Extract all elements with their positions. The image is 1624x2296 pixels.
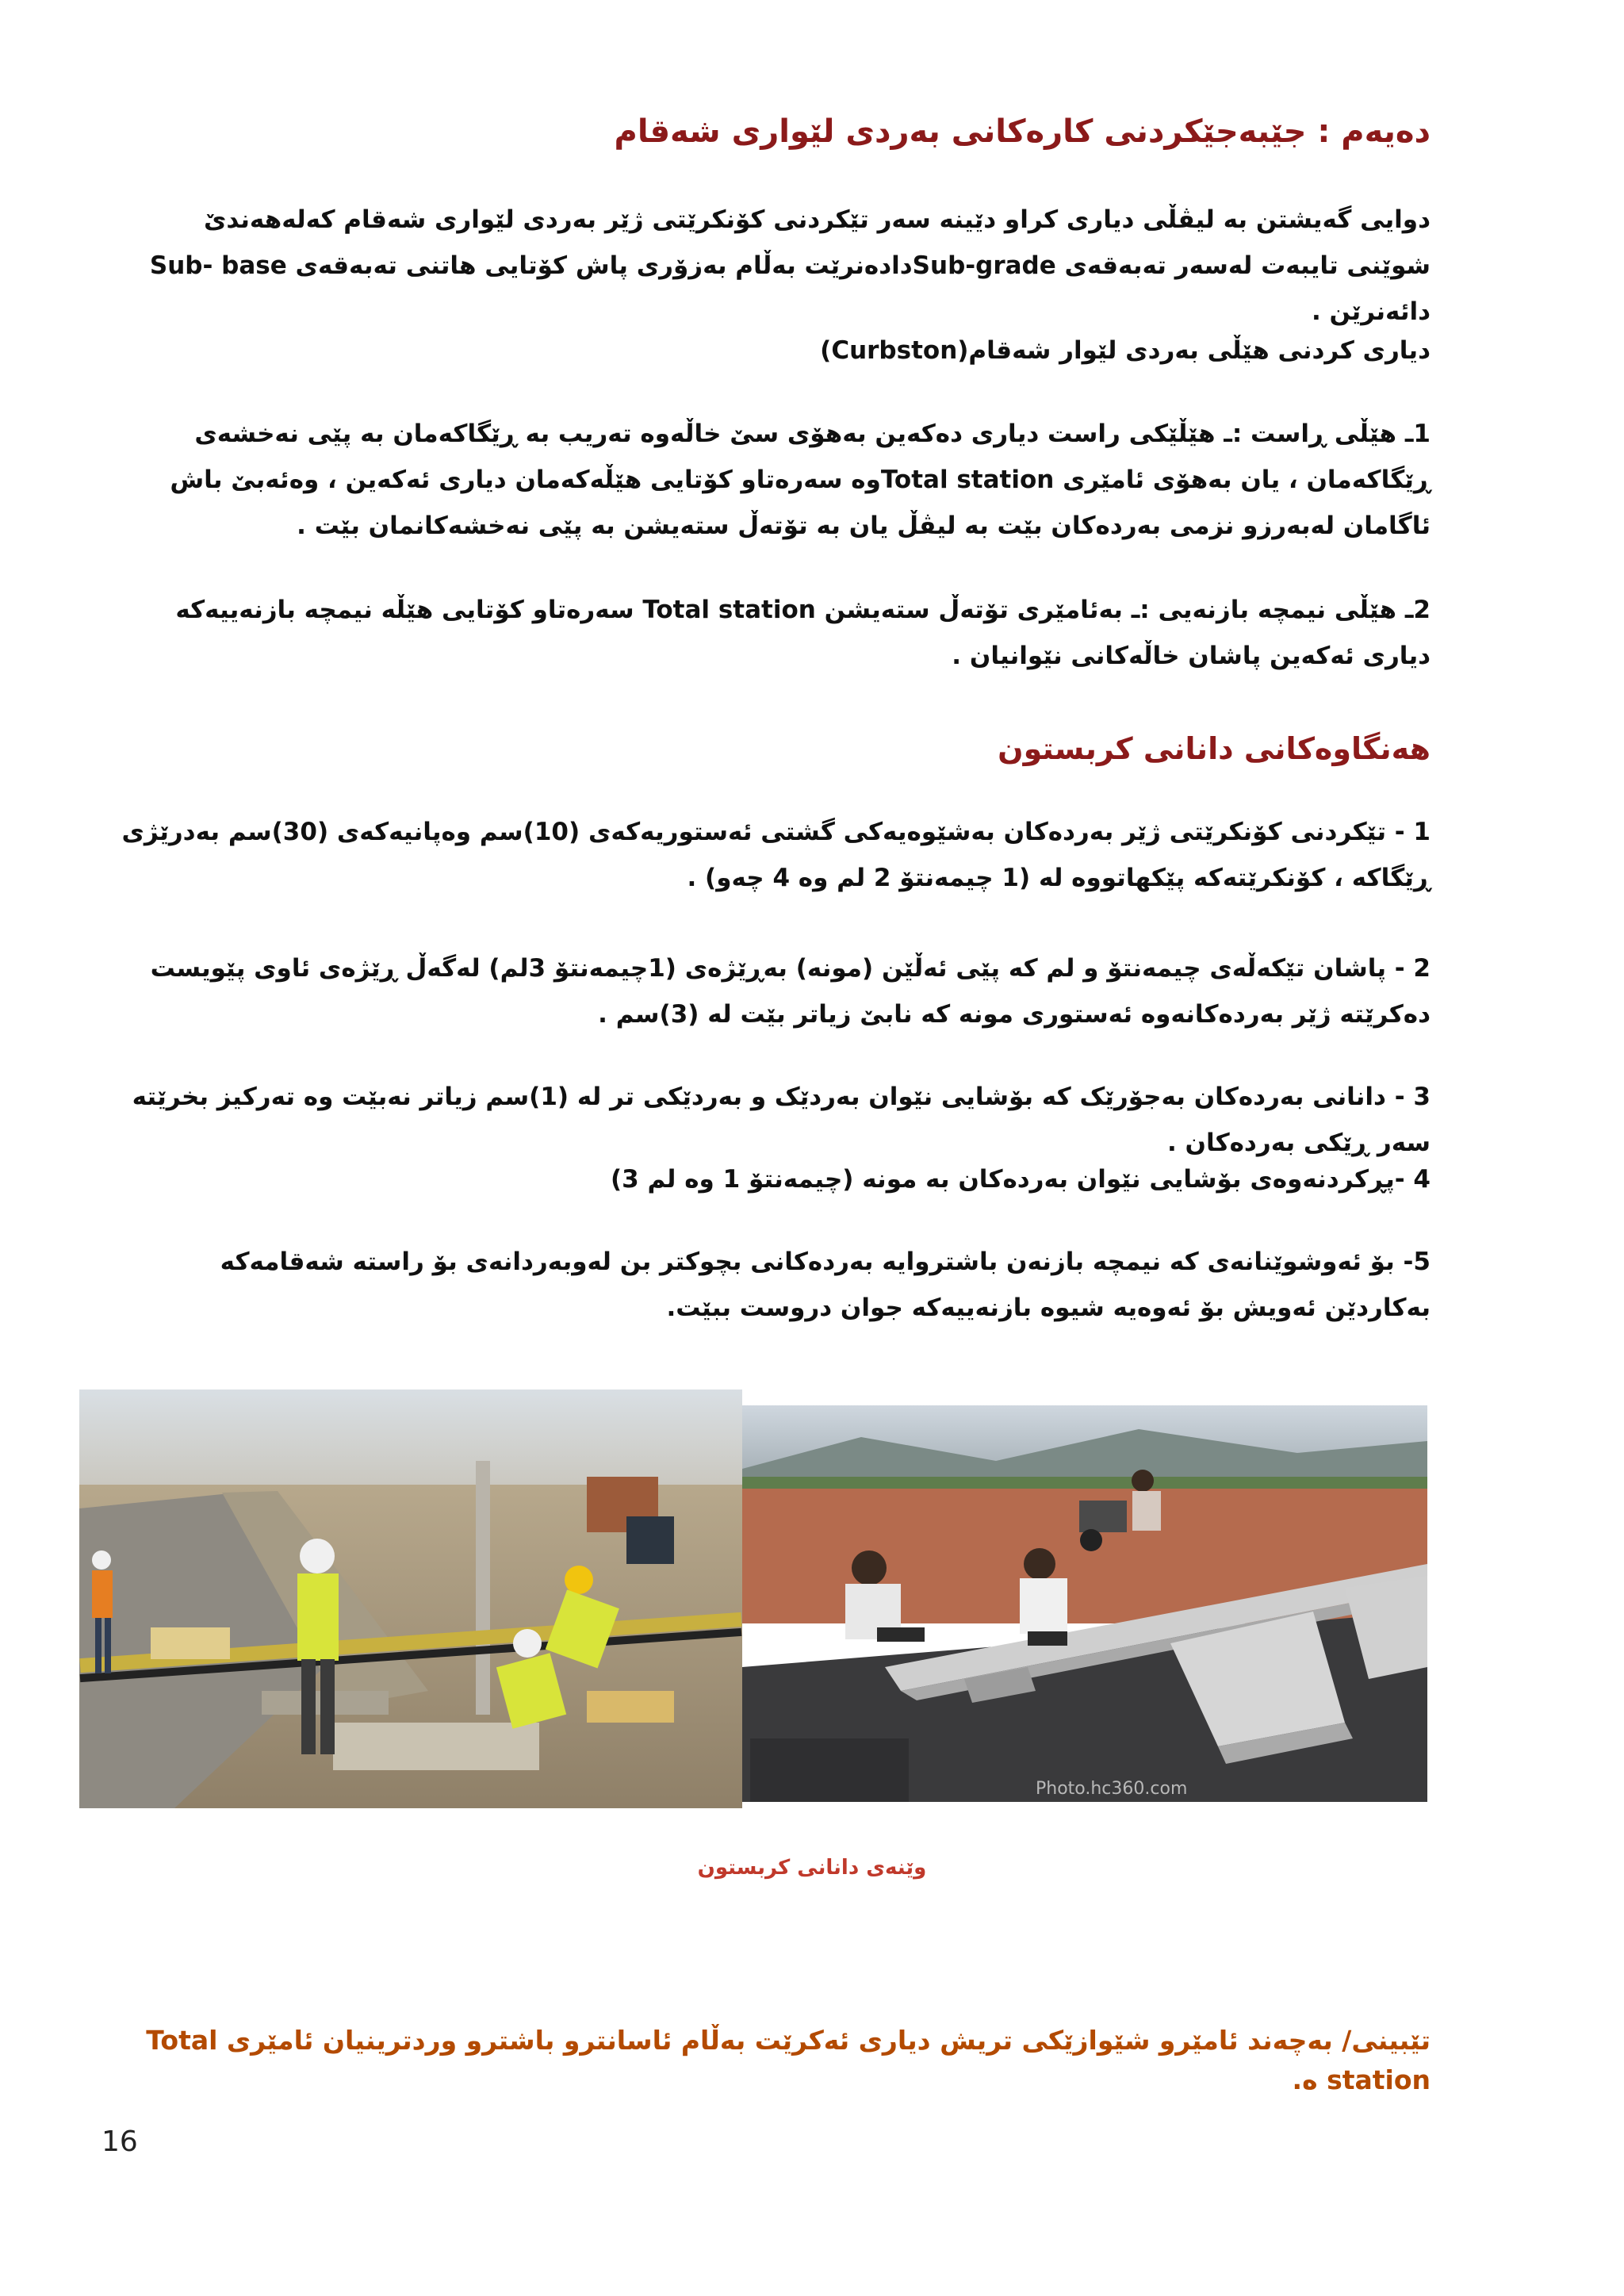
note-paragraph: تێبینی/ بەچەند ئامێرو شێوازێکی تریش دیاری ئەکرێت بەڵام ئاسانترو باشترو وردترینیان ئامێری Total station ە. — [146, 2025, 1431, 2095]
step-4: 4 -پڕکردنەوەی بۆشایی نێوان بەردەکان بە مونە (چیمەنتۆ 1 وە لم 3) — [610, 1165, 1431, 1194]
step-5: 5- بۆ ئەوشوێنانەی کە نیمچە بازنەن باشتروایە بەردەکانی بچوکتر بن لەوبەردانەی بۆ راستە شەقامەکە بەکاردێن ئەویش بۆ ئەوەیە شیوە بازنەییەکە جوان دروست ببێت. — [220, 1248, 1431, 1322]
intro-paragraph: دوایی گەیشتن بە لیڤڵی دیاری کراو دێینە سەر تێکردنی کۆنکرێتی ژێر بەردی لێواری شەقام کەلەهەندێ شوێنی تایبەت لەسەر تەبەقەی Sub-gradeدادەنرێت بەڵام بەزۆری پاش کۆتایی هاتنی تەبەقەی Sub- base دائەنرێن . — [149, 205, 1431, 326]
step-1: 1 - تێکردنی کۆنکرێتی ژێر بەردەکان بەشێوەیەکی گشتی ئەستوریەکەی (10)سم وەپانیەکەی (30)سم بەدرێژی ڕێگاکە ، کۆنکرێتەکە پێکهاتووە لە (1 چیمەنتۆ 2 لم وە 4 چەو) . — [121, 818, 1431, 892]
curb-installation-photo-left — [79, 1389, 742, 1808]
step-2: 2 - پاشان تێکەڵەی چیمەنتۆ و لم کە پێی ئەڵێن (مونە) بەڕێژەی (1چیمەنتۆ 3لم) لەگەڵ ڕێژەی ئاوی پێویست دەکرێتە ژێر بەردەکانەوە ئەستوری مونە کە نابێ زیاتر بێت لە (3)سم . — [150, 954, 1431, 1029]
photo-caption: وێنەی دانانی کربستون — [697, 1856, 927, 1880]
photo-watermark: Photo.hc360.com — [1036, 1779, 1188, 1799]
photo-left-graphic — [79, 1389, 742, 1808]
photo-right-graphic — [742, 1405, 1427, 1802]
curb-installation-photo-right — [742, 1405, 1427, 1802]
semicircle-paragraph: 2ـ هێڵی نیمچە بازنەیی :ـ بەئامێری تۆتەڵ ستەیشن Total station سەرەتاو کۆتایی هێڵە نیمچە بازنەییەکە دیاری ئەکەین پاشان خاڵەکانی نێوانیان . — [175, 596, 1431, 670]
straight-line-paragraph: 1ـ هێڵی ڕاست :ـ هێڵێکی راست دیاری دەکەین بەهۆی سێ خاڵەوە تەریب بە ڕێگاکەمان بە پێی نەخشەی ڕێگاکەمان ، یان بەهۆی ئامێری Total stationوە سەرەتاو کۆتایی هێڵەکەمان دیاری ئەکەین ، وەئەبێ باش ئاگامان لەبەرزو نزمی بەردەکان بێت بە لیڤڵ یان بە تۆتەڵ ستەیشن بە پێی نەخشەکانمان بێت . — [170, 420, 1431, 540]
step-3: 3 - دانانی بەردەکان بەجۆرێک کە بۆشایی نێوان بەردێک و بەردێکی تر لە (1)سم زیاتر نەبێت وە تەرکیز بخرێتە سەر ڕێکی بەردەکان . — [132, 1083, 1431, 1157]
steps-heading: هەنگاوەکانی دانانی کربستون — [998, 731, 1431, 766]
page-number: 16 — [102, 2125, 138, 2158]
section-heading: دەیەم : جێبەجێکردنی کارەکانی بەردی لێواری شەقام — [614, 113, 1431, 150]
curbstone-subheading: دیاری کردنی هێڵی بەردی لێوار شەقام(Curbston) — [820, 336, 1431, 365]
